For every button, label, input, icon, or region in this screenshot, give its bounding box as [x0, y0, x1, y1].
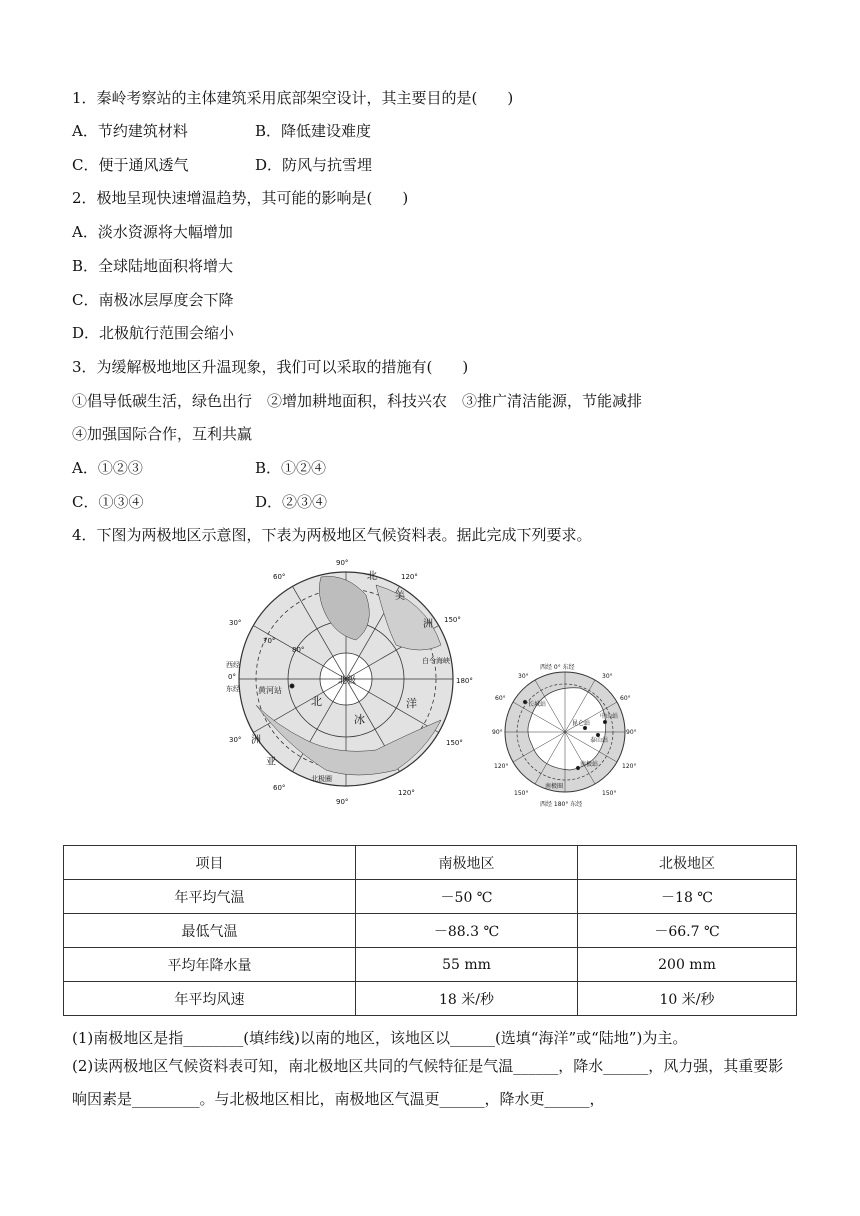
asia-char-2: 洲	[251, 735, 261, 746]
station-zhongshan: 中山站	[600, 713, 619, 720]
q4-stem: 4．下图为两极地区示意图，下表为两极地区气候资料表。据此完成下列要求。	[72, 526, 592, 544]
zero-label: 0°	[228, 673, 236, 681]
q3-stem: 3．为缓解极地地区升温现象，我们可以采取的措施有( )	[72, 358, 469, 376]
station-changcheng: 长城站	[528, 701, 547, 708]
ant-deg-150-r: 150°	[602, 790, 617, 797]
table-header-cell: 项目	[64, 846, 356, 880]
antarctic-top-label: 西经 0° 东经	[540, 664, 575, 671]
q3-measures-line2: ④加强国际合作，互利共赢	[72, 425, 253, 443]
q3-option-a: A．①②③	[72, 459, 143, 477]
deg-150-r: 150°	[444, 616, 461, 624]
q3-option-c: C．①③④	[72, 493, 144, 511]
q3-option-b: B．①②④	[255, 459, 327, 477]
table-row	[64, 982, 797, 1016]
lat-80: 80°	[292, 646, 305, 654]
table-cell: 18 米/秒	[356, 982, 578, 1016]
q3-measures-line1: ①倡导低碳生活，绿色出行 ②增加耕地面积，科技兴农 ③推广清洁能源，节能减排	[72, 392, 643, 410]
arctic-map	[226, 555, 476, 807]
ant-deg-120-r: 120°	[622, 763, 637, 770]
q1-option-b: B．降低建设难度	[255, 122, 372, 140]
table-cell: 年平均气温	[64, 880, 356, 914]
deg-30-bl: 30°	[229, 736, 242, 744]
table-cell: 55 mm	[356, 948, 578, 982]
lon-90-top: 90°	[336, 559, 349, 567]
deg-30-l: 30°	[229, 619, 242, 627]
q2-stem: 2．极地呈现快速增温趋势，其可能的影响是( )	[72, 189, 409, 207]
table-cell: －88.3 ℃	[356, 914, 578, 948]
deg-60-tl: 60°	[273, 573, 286, 581]
table-cell: 10 米/秒	[578, 982, 797, 1016]
deg-60-bl: 60°	[273, 784, 286, 792]
ant-deg-90-r: 90°	[626, 729, 637, 736]
station-kunlun: 昆仑站	[572, 720, 591, 727]
climate-table	[63, 845, 797, 1016]
station-south-pole: 南极站	[580, 761, 599, 768]
arctic-center-label: 北极	[338, 676, 357, 686]
table-cell: 平均年降水量	[64, 948, 356, 982]
table-row	[64, 880, 797, 914]
asia-char-1: 亚	[266, 757, 276, 768]
table-header-cell: 南极地区	[356, 846, 578, 880]
table-header-cell: 北极地区	[578, 846, 797, 880]
antarctic-bottom-label: 西经 180° 东经	[540, 801, 583, 808]
deg-150-br: 150°	[446, 739, 463, 747]
q1-stem: 1．秦岭考察站的主体建筑采用底部架空设计，其主要目的是( )	[72, 89, 514, 107]
na-char-1: 北	[367, 571, 377, 582]
ant-deg-60-r: 60°	[620, 695, 631, 702]
west-label: 西经	[226, 661, 240, 669]
ant-deg-90-l: 90°	[492, 729, 503, 736]
table-row	[64, 948, 797, 982]
ocean-char-2: 冰	[354, 713, 365, 726]
table-header-row	[64, 846, 797, 880]
lat-70: 70°	[263, 637, 276, 645]
table-cell: 200 mm	[578, 948, 797, 982]
na-char-3: 洲	[423, 619, 433, 630]
ant-deg-60-l: 60°	[495, 695, 506, 702]
antarctic-circle-label: 南极圈	[545, 783, 564, 790]
ant-deg-30-l: 30°	[518, 673, 529, 680]
q3-option-d: D．②③④	[255, 493, 328, 511]
ant-deg-30-r: 30°	[602, 673, 613, 680]
q4-sub1: (1)南极地区是指________(填纬线)以南的地区，该地区以______(选填“海洋”或“陆地”)为主。	[72, 1029, 688, 1047]
ocean-char-3: 洋	[406, 697, 417, 710]
deg-120-tr: 120°	[401, 573, 418, 581]
table-cell: 最低气温	[64, 914, 356, 948]
bering-strait-label: 白令海峡	[422, 657, 450, 665]
table-cell: －50 ℃	[356, 880, 578, 914]
q1-option-d: D．防风与抗雪埋	[255, 156, 373, 174]
station-huanghe: 黄河站	[258, 686, 282, 695]
ant-deg-120-l: 120°	[494, 763, 509, 770]
q2-option-b: B．全球陆地面积将增大	[72, 257, 234, 275]
q2-option-c: C．南极冰层厚度会下降	[72, 291, 234, 309]
table-row	[64, 914, 797, 948]
na-char-2: 美	[395, 591, 405, 602]
station-taishan: 泰山站	[590, 737, 609, 744]
q1-option-a: A．节约建筑材料	[72, 122, 188, 140]
deg-120-br: 120°	[398, 789, 415, 797]
table-cell: －18 ℃	[578, 880, 797, 914]
ocean-char-1: 北	[311, 695, 322, 708]
lon-90-bottom: 90°	[336, 798, 349, 806]
table-cell: －66.7 ℃	[578, 914, 797, 948]
q1-option-c: C．便于通风透气	[72, 156, 189, 174]
q4-sub2: (2)读两极地区气候资料表可知，南北极地区共同的气候特征是气温______，降水______，风力强，其重要影响因素是_________。与北极地区相比，南极地区气温更______，降水更______，	[72, 1057, 784, 1108]
q2-option-d: D．北极航行范围会缩小	[72, 324, 235, 342]
east-label: 东经	[226, 685, 240, 693]
table-cell: 年平均风速	[64, 982, 356, 1016]
q2-option-a: A．淡水资源将大幅增加	[72, 223, 233, 241]
antarctic-map	[490, 660, 640, 808]
lon-180: 180°	[456, 677, 473, 685]
ant-deg-150-l: 150°	[514, 790, 529, 797]
arctic-circle-label: 北极圈	[311, 775, 332, 783]
